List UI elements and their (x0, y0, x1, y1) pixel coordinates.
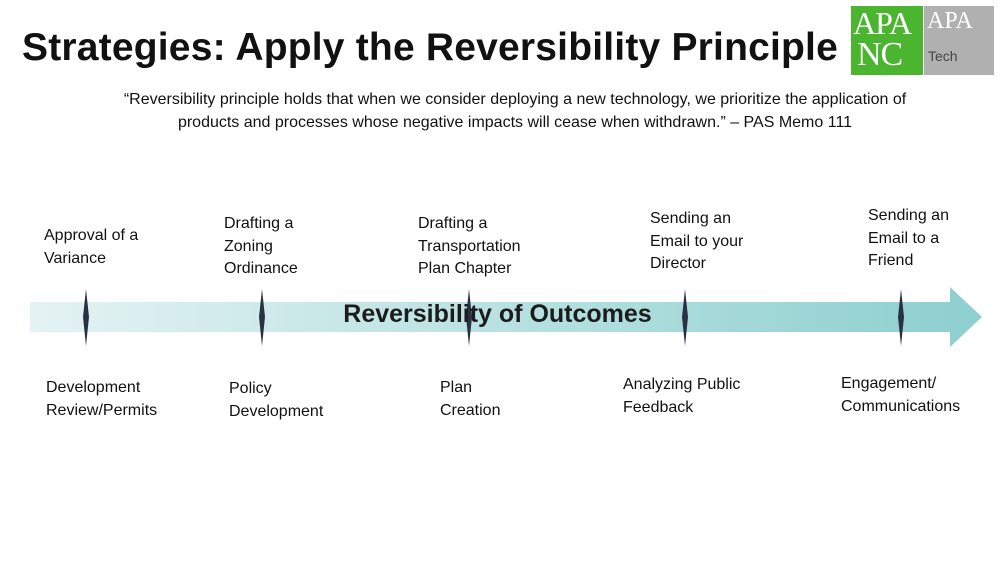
top-label-1-line-2: Variance (44, 249, 106, 267)
top-label-2-line-2: Zoning (224, 237, 273, 255)
bottom-label-5-line-1: Engagement/ (841, 375, 937, 392)
top-label-3-line-3: Plan Chapter (418, 260, 512, 277)
bottom-label-2 (229, 378, 323, 423)
arrow-label: Reversibility of Outcomes (343, 300, 652, 328)
apa-nc-logo-bottom: NC (857, 36, 903, 73)
bottom-label-1 (46, 377, 157, 422)
pas-memo-quote (80, 89, 950, 134)
bottom-label-1-line-2: Review/Permits (46, 401, 158, 419)
top-label-1-line-1: Approval of a (44, 227, 139, 244)
bottom-label-5-line-2: Communications (841, 397, 961, 415)
quote-line-2: products and processes whose negative impacts will cease when withdrawn.” – PAS Memo 111 (177, 113, 853, 131)
slide-title: Strategies: Apply the Reversibility Principle (22, 26, 838, 69)
top-label-3-line-2: Transportation (418, 237, 521, 255)
apa-logo (851, 6, 994, 75)
top-label-4-line-1: Sending an (650, 210, 731, 227)
top-label-2-line-1: Drafting a (224, 215, 294, 232)
apa-tech-logo-bottom: Tech (928, 48, 958, 64)
apa-nc-logo-block (851, 6, 923, 75)
bottom-label-5 (841, 373, 960, 418)
top-label-1 (44, 225, 138, 270)
top-label-4-line-2: Email to your (650, 232, 744, 250)
bottom-label-4 (623, 374, 740, 419)
top-label-5 (868, 205, 949, 273)
top-label-4 (650, 208, 743, 276)
top-label-3-line-1: Drafting a (418, 215, 488, 232)
top-label-5-line-1: Sending an (868, 207, 949, 224)
top-label-4-line-3: Director (650, 255, 707, 272)
bottom-label-3 (440, 377, 500, 422)
apa-nc-logo-top: APA (853, 5, 912, 41)
bottom-label-2-line-1: Policy (229, 380, 272, 397)
bottom-label-4-line-2: Feedback (623, 398, 694, 416)
bottom-label-1-line-1: Development (46, 379, 141, 396)
top-label-5-line-3: Friend (868, 252, 914, 269)
top-label-2 (224, 213, 298, 281)
quote-line-1: “Reversibility principle holds that when we consider deploying a new technology, we prioritize the application of (123, 91, 907, 108)
bottom-label-3-line-2: Creation (440, 401, 501, 419)
top-label-5-line-2: Email to a (868, 229, 940, 247)
bottom-label-4-line-1: Analyzing Public (623, 376, 741, 393)
top-label-3 (418, 213, 521, 281)
bottom-label-2-line-2: Development (229, 402, 324, 420)
bottom-label-3-line-1: Plan (440, 379, 473, 396)
apa-tech-logo-top: APA (927, 8, 973, 34)
top-label-2-line-3: Ordinance (224, 260, 298, 277)
